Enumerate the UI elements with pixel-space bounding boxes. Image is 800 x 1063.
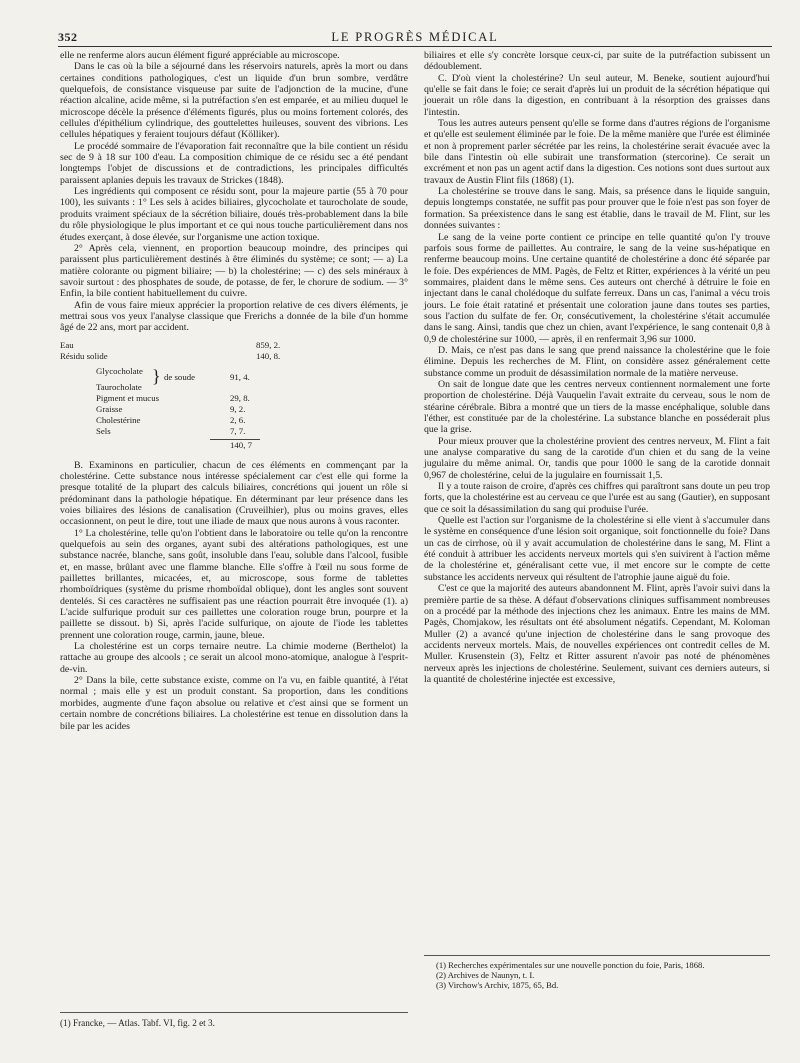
paragraph: 2° Après cela, viennent, en proportion beaucoup moindre, des principes qui paraissent plus particulièrement destinés à être éliminés du système; ce sont; — a) La matière colorante ou pigment biliaire; — b) la cholestérine; — c) des sels minéraux à savoir surtout : des phosphates de soude, de potasse, de fer, le chorure de sodium. — 3° Enfin, la bile contient habituellement du cuivre. [60, 242, 408, 300]
left-column [60, 50, 408, 732]
paragraph: Afin de vous faire mieux apprécier la proportion relative de ces divers éléments, je mettrai sous vos yeux l'analyse classique que Frerichs a donnée de la bile d'un homme âgé de 22 ans, mort par accident. [60, 299, 408, 334]
header-rule [58, 46, 772, 47]
paragraph: La cholestérine est un corps ternaire neutre. La chimie moderne (Berthelot) la rattache au groupe des alcools ; ce serait un alcool mono-atomique, analogue à l'esprit-de-vin. [60, 641, 408, 675]
table-label: Résidu solide [60, 350, 108, 361]
paragraph: biliaires et elle s'y concrète lorsque ceux-ci, par suite de la putréfaction subissent un dédoublement. [424, 50, 770, 73]
paragraph: Le sang de la veine porte contient ce principe en telle quantité qu'on l'y trouve parfois sous forme de paillettes. Au contraire, le sang de la veine sus-hépatique en renferme beaucoup moins. Une certaine quantité de cholestérine a donc été séparée par le foie. Des expériences de MM. Pagès, de Feltz et Ritter, expériences à la vérité un peu sommaires, plaident dans le même sens. Ces auteurs ont cherché à détruire le foie en injectant dans le canal cholédoque du sulfate ferreux. Dans un cas, l'animal a vécu trois jours. Le foie était ratatiné et présentait une coloration jaune dans toutes ses parties, sous l'action du sulfate de fer. Or, consécutivement, la cholestérine s'était accumulée dans le sang. Ainsi, tandis que chez un chien, avant l'expérience, le sang contenait 0,8 à 0,9 de cholestérine sur 1000, — après, il en renfermait 3,96 sur 1000. [424, 231, 770, 345]
paragraph: 1° La cholestérine, telle qu'on l'obtient dans le laboratoire ou telle qu'on la rencontre quelquefois au sein des organes, ayant subi des altérations pathologiques, est une substance nacrée, blanche, sans goût, insoluble dans l'eau, soluble dans l'alcool, fusible et, en masse, brûlant avec une flamme blanche. Elle s'offre à l'œil nu sous forme de paillettes brillantes, micacées, et, au microscope, sous forme de tablettes rhomboïdriques (système du prisme rhomboïdal oblique), dont les angles sont souvent dentelés. Si ces caractères ne suffisaient pas une réaction pourrait être invoquée (1). a) L'acide sulfurique produit sur ces paillettes une coloration rouge brun, pourpre et la paillette se dissout. b) Si, après l'acide sulfurique, on ajoute de l'iode les tablettes prennent une coloration rouge, carmin, jaune, bleue. [60, 527, 408, 641]
table-row [60, 415, 408, 426]
paragraph: La cholestérine se trouve dans le sang. Mais, sa présence dans le liquide sanguin, depuis longtemps constatée, ne suffit pas pour prouver que le foie n'est pas son foyer de formation. Sa préexistence dans le sang est établie, dans le travail de M. Flint, sur les données suivantes : [424, 186, 770, 232]
table-label: Eau [60, 339, 74, 350]
paragraph: D. Mais, ce n'est pas dans le sang que prend naissance la cholestérine que le foie élimine. Depuis les recherches de M. Flint, on considère assez généralement cette substance comme un produit de désassimilation normale de la matière nerveuse. [424, 344, 770, 379]
page-header [58, 30, 772, 46]
footnote: (2) Archives de Naunyn, t. I. [436, 970, 535, 981]
table-row [60, 404, 408, 415]
paragraph: C. D'où vient la cholestérine? Un seul auteur, M. Beneke, soutient aujourd'hui qu'elle se fait dans le foie; ce serait d'après lui un produit de la sécrétion hépatique qui jouerait un rôle dans la digestion, en contribuant à la résorption des graisses dans l'intestin. [424, 72, 770, 118]
journal-title: LE PROGRÈS MÉDICAL [331, 30, 499, 44]
table-value: 140, 8. [256, 350, 281, 361]
footnote-rule [424, 955, 770, 956]
paragraph: 2° Dans la bile, cette substance existe, comme on l'a vu, en faible quantité, à l'état normal ; mais elle y est un produit constant. Sa proportion, dans les conditions morbides, augmente d'une façon absolue ou relative et c'est ainsi que se forment un certain nombre de concrétions biliaires. La cholestérine est tenue en dissolution dans la bile par les acides [60, 675, 408, 732]
table-label: Glycocholate [96, 365, 143, 376]
table-total: 140, 7 [230, 439, 252, 450]
table-row [60, 340, 408, 351]
table-value: 29, 8. [230, 392, 250, 403]
table-value: 91, 4. [230, 371, 250, 382]
table-label: Graisse [96, 403, 123, 414]
page-number: 352 [58, 30, 78, 44]
table-value: 2, 6. [230, 414, 246, 425]
footnote-rule [60, 1012, 408, 1013]
footnote: (1) Francke, — Atlas. Tabf. VI, fig. 2 et 3. [60, 1018, 215, 1028]
footnotes [424, 960, 770, 991]
table-value: 859, 2. [256, 339, 281, 350]
footnote: (3) Virchow's Archiv, 1875, 65, Bd. [436, 980, 559, 991]
paragraph: Les ingrédients qui composent ce résidu sont, pour la majeure partie (55 à 70 pour 100), les suivants : 1° Les sels à acides biliaires, glycocholate et taurocholate de soude, produits vraiment spéciaux de la sécrétion biliaire, doués très-probablement dans la bile du rôle physiologique le plus important et ce qui nous touche particulièrement dans nos études exerçant, à dose élevée, sur l'organisme une action toxique. [60, 186, 408, 243]
paragraph: Il y a toute raison de croire, d'après ces chiffres qui paraîtront sans doute un peu trop forts, que la cholestérine est au cerveau ce que l'urée est au sang (Gautier), en supposant que ce soit la désassimilation du sang qui produise l'urée. [424, 481, 770, 515]
paragraph: Tous les autres auteurs pensent qu'elle se forme dans d'autres régions de l'organisme et qu'elle est seulement éliminée par le foie. De la même manière que l'urée est éliminée et non à proprement parler sécrétée par les reins, la cholestérine serait évacuée avec la bile dans l'intestin où elle subirait une transformation (stercorine). Ce serait un excrément et non pas un agent actif dans la digestion. Ces notions sont dues surtout aux travaux de Austin Flint fils (1868) (1). [424, 118, 770, 186]
table-label: Cholestérine [96, 414, 141, 425]
paragraph: B. Examinons en particulier, chacun de ces éléments en commençant par la cholestérine. Cette substance nous intéresse spécialement car c'est elle qui forme la presque totalité de la plupart des calculs biliaires, concrétions qui jouent un rôle si prédominant dans la pathologie hépatique. En déterminant par leur présence dans les voies biliaires des lésions de canalisation (Cruveilhier), plus ou moins graves, elles occasionnent, on peut le dire, tout une iliade de maux que nous aurons à vous raconter. [60, 459, 408, 528]
table-value: 7, 7. [230, 425, 246, 436]
table-label: Pigment et mucus [96, 392, 160, 403]
right-column [424, 50, 770, 685]
table-value: 9, 2. [230, 403, 246, 414]
bile-analysis-table [60, 340, 408, 452]
table-row [60, 426, 408, 437]
paragraph: Quelle est l'action sur l'organisme de la cholestérine si elle vient à s'accumuler dans le système en conséquence d'une lésion soit organique, soit fonctionnelle du foie? Dans un cas de cirrhose, où il y avait accumulation de cholestérine dans le sang, M. Flint a été conduit à attribuer les accidents nerveux mortels qui s'en suivirent à l'action même de la cholestérine et, généralisant cette vue, il met encore sur le compte de cette substance les accidents nerveux qui résultent de l'atrophie jaune aiguë du foie. [424, 515, 770, 583]
table-label: Sels [96, 425, 111, 436]
table-label: de soude [164, 371, 196, 382]
paragraph: On sait de longue date que les centres nerveux contiennent normalement une forte proportion de cholestérine. Déjà Vauquelin l'avait extraite du cerveau, sous le nom de stéarine cérébrale. Bibra a montré que un tiers de la masse encéphalique, soluble dans l'éther, est constituée par de la cholestérine. La substance blanche en posséderait plus que la grise. [424, 378, 770, 436]
table-row [60, 351, 408, 362]
paragraph: elle ne renferme alors aucun élément figuré appréciable au microscope. [60, 50, 340, 61]
paragraph: Pour mieux prouver que la cholestérine provient des centres nerveux, M. Flint a fait une analyse comparative du sang de la carotide d'un chien et du sang de la veine jugulaire du même animal. Or, tandis que pour 1000 le sang de la carotide donnait 0,967 de cholestérine, celui de la jugulaire en fournissait 1,5. [424, 435, 770, 481]
table-label: Taurocholate [96, 381, 142, 392]
table-row [60, 393, 408, 404]
brace: } [152, 365, 161, 386]
paragraph: Le procédé sommaire de l'évaporation fait reconnaître que la bile contient un résidu sec de 9 à 18 sur 100 d'eau. La composition chimique de ce résidu sec a été pendant longtemps l'objet de discussions et de contradictions, les principales difficultés paraissent aplanies depuis les travaux de Strickes (1848). [60, 140, 408, 186]
paragraph: Dans le cas où la bile a séjourné dans les réservoirs naturels, après la mort ou dans certaines conditions pathologiques, c'est un liquide d'un brun sombre, verdâtre quelquefois, de consistance visqueuse par suite de l'adjonction de la mucine, d'une réaction alcaline, acide même, si la putréfaction s'en est emparée, et au milieu duquel le microscope décèle la présence d'éléments figurés, plus ou moins fortement colorés, des cellules d'épithélium cylindrique, des gouttelettes huileuses, souvent des vibrions. Les cellules hépatiques y feraient toujours défaut (Kölliker). [60, 61, 408, 141]
footnote: (1) Recherches expérimentales sur une nouvelle ponction du foie, Paris, 1868. [436, 960, 705, 970]
paragraph: C'est ce que la majorité des auteurs abandonnent M. Flint, après l'avoir suivi dans la première partie de sa thèse. A défaut d'observations cliniques suffisamment nombreuses on a procédé par la méthode des injections chez les animaux. Entre les mains de MM. Pagès, Chomjakow, les résultats ont été absolument négatifs. Cependant, M. Koloman Muller (2) a avancé qu'une injection de cholestérine dans le sang provoque des accidents nerveux mortels. Mais, de nouvelles expériences ont contredit celles de M. Muller. Krusenstein (3), Feltz et Ritter assurent n'avoir pas noté de phénomènes nerveux après les injections de cholestérine. Seulement, suivant ces derniers auteurs, si la quantité de cholestérine injectée est excessive, [424, 583, 770, 685]
